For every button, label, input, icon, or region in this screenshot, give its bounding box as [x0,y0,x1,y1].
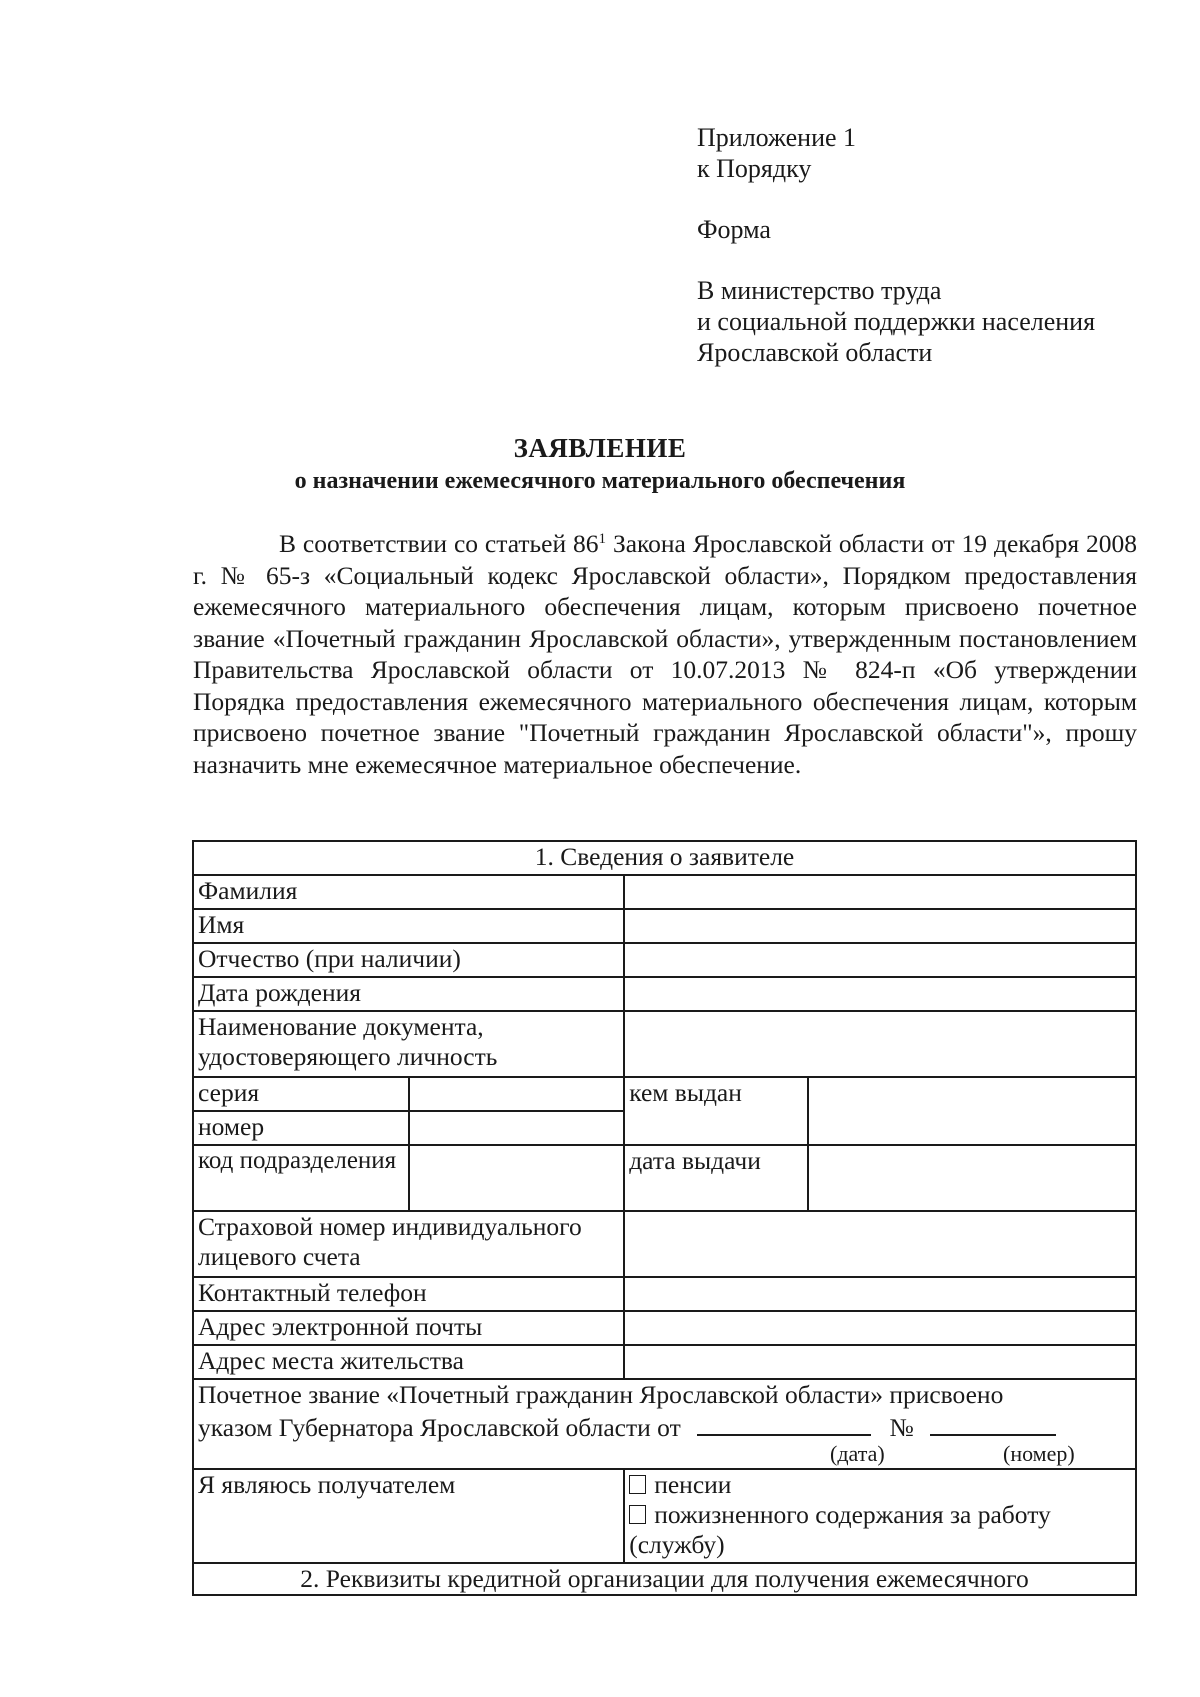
name-label: Имя [193,909,624,943]
decree-date-field[interactable] [697,1410,871,1436]
decree-number-field[interactable] [930,1410,1056,1436]
date-caption: (дата) [830,1441,885,1466]
section-1-header: 1. Сведения о заявителе [193,841,1136,875]
id-document-field[interactable] [624,1011,1136,1077]
birth-date-label: Дата рождения [193,977,624,1011]
name-field[interactable] [624,909,1136,943]
patronymic-field[interactable] [624,943,1136,977]
section-2-header: 2. Реквизиты кредитной организации для получения ежемесячного [193,1563,1136,1595]
honorary-title-line-1: Почетное звание «Почетный гражданин Ярославской области» присвоено [198,1380,1004,1409]
title-sub: о назначении ежемесячного материального обеспечения [294,468,906,494]
dept-code-label: код подразделения [193,1145,409,1211]
statement-start: В соответствии со статьей 86 [279,529,599,558]
id-document-label: Наименование документа, удостоверяющего личность [193,1011,624,1077]
snils-label: Страховой номер индивидуального лицевого счета [193,1211,624,1277]
appendix-label: Приложение 1 [697,123,857,152]
address-label: Адрес места жительства [193,1345,624,1379]
phone-label: Контактный телефон [193,1277,624,1311]
surname-label: Фамилия [193,875,624,909]
issue-date-label: дата выдачи [624,1145,808,1211]
issued-by-field[interactable] [808,1077,1136,1145]
article-superscript: 1 [598,531,607,547]
applicant-form-table [192,840,1137,1596]
recipient-options [624,1469,1136,1563]
statement-rest: Закона Ярославской области от 19 декабря 2008 г. № 65-з «Социальный кодекс Ярославской области», Порядком предоставления ежемесячного материального обеспечения лицам, которым присвоено почетное звание «Почетный гражданин Ярославской области», утвержденным постановлением Правительства Ярославской области от 10.07.2013 № 824-п «Об утверждении Порядка предоставления ежемесячного материального обеспечения лицам, которым присвоено почетное звание "Почетный гражданин Ярославской области"», прошу назначить мне ежемесячное материальное обеспечение. [193,529,1137,779]
document-title [0,432,1200,498]
address-field[interactable] [624,1345,1136,1379]
patronymic-label: Отчество (при наличии) [193,943,624,977]
addressee-line-2: и социальной поддержки населения [697,307,1096,336]
addressee-line-3: Ярославской области [697,338,933,367]
series-field[interactable] [409,1077,624,1111]
lifelong-support-checkbox[interactable] [629,1505,646,1524]
appendix-ref: к Порядку [697,154,812,183]
recipient-label: Я являюсь получателем [193,1469,624,1563]
form-label: Форма [697,215,771,244]
phone-field[interactable] [624,1277,1136,1311]
pension-option-label: пенсии [654,1470,732,1499]
number-caption: (номер) [1003,1441,1075,1466]
birth-date-field[interactable] [624,977,1136,1011]
email-field[interactable] [624,1311,1136,1345]
series-label: серия [193,1077,409,1111]
issued-by-label: кем выдан [624,1077,808,1145]
issue-date-field[interactable] [808,1145,1136,1211]
honorary-title-cell [193,1379,1136,1469]
pension-checkbox[interactable] [629,1475,646,1494]
header-block [697,122,1095,368]
honorary-title-line-2: указом Губернатора Ярославской области от [198,1413,681,1442]
lifelong-support-option-label: пожизненного содержания за работу (службу) [629,1500,1051,1559]
statement-paragraph [193,528,1137,780]
snils-field[interactable] [624,1211,1136,1277]
title-main: ЗАЯВЛЕНИЕ [513,433,687,463]
email-label: Адрес электронной почты [193,1311,624,1345]
surname-field[interactable] [624,875,1136,909]
number-sign: № [889,1413,914,1442]
dept-code-field[interactable] [409,1145,624,1211]
addressee-line-1: В министерство труда [697,276,942,305]
number-label: номер [193,1111,409,1145]
number-field[interactable] [409,1111,624,1145]
